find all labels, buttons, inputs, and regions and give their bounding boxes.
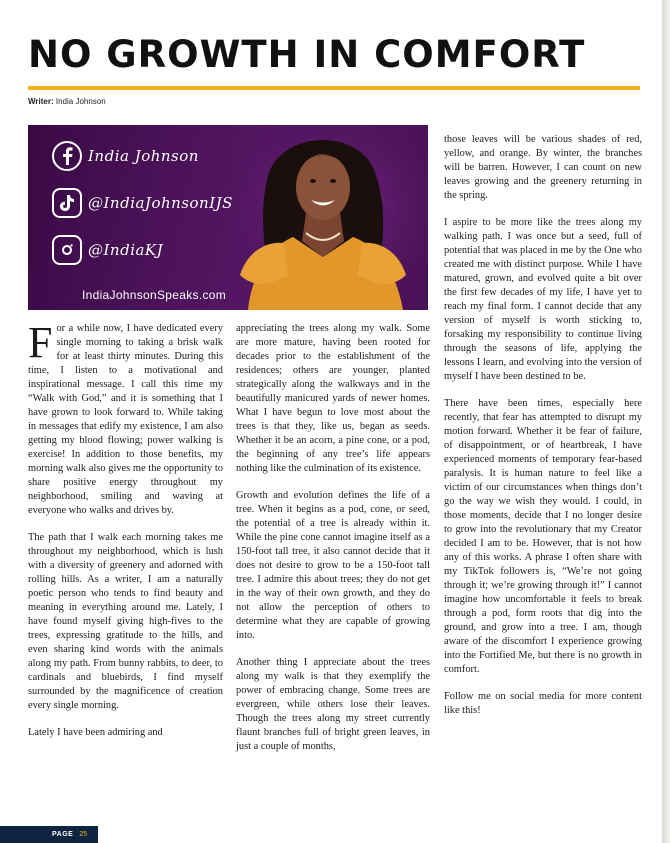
column-3 [444,133,642,731]
author-portrait [218,125,428,310]
paragraph: those leaves will be various shades of red, yellow, and orange. By winter, the branches will be barren. However, I can count on new leaves growing and the greenery returning in the spring. [444,134,642,201]
facebook-icon [52,141,82,171]
page-number: 25 [79,831,88,838]
instagram-handle-row [52,235,163,265]
paragraph: Another thing I appreciate about the trees along my walk is that they exemplify the power of embracing change. Some trees are evergreen, while others lose their leaves. Though the trees along my street currently flaunt branches full of bright green leaves, in just a couple of months, [236,657,430,752]
tiktok-icon [52,188,82,218]
paragraph: I aspire to be more like the trees along my walking path. I was once but a seed, full of potential that was placed in me by the One who created me with distinct purpose. While I have matured, grown, and evolved quite a bit over the first few decades of my life, I have yet to reach my final form. I cannot decide that any version of myself is worth sticking to, forsaking my responsibility to continue living through the seasons of life, applying the lessons I learn, and evolving into the version of myself I have been destined to be. [444,217,642,382]
paragraph: Growth and evolution defines the life of a tree. When it begins as a pod, cone, or seed, the potential of a tree is already within it. While the pine cone cannot imagine itself as a 150-foot tall tree, it also cannot decide that it does not desire to grow to be a 150-foot tall tree. I admire this about trees; they do not get in the way of their own growth, and they do not allow the perception of others to determine what they are capable of growing into. [236,490,430,641]
facebook-handle: India Johnson [88,147,199,165]
column-2 [236,322,430,767]
tiktok-handle-row [52,188,233,218]
tiktok-handle: @IndiaJohnsonIJS [88,194,233,212]
paragraph: The path that I walk each morning takes me throughout my neighborhood, which is lush with a diversity of greenery and adorned with rolling hills. As a writer, I am a naturally poetic person who tends to find beauty and meaning in everything around me. Lately, I have found myself giving high-fives to the trees, expressing gratitude to the hills, and even sharing kind words with the animals along my path. From bunny rabbits, to deer, to cardinals and bluebirds, I find myself surrounded by the magnificence of creation every single morning. [28,532,223,711]
website-url: IndiaJohnsonSpeaks.com [82,288,227,302]
drop-cap: F [28,318,53,367]
paragraph: appreciating the trees along my walk. Some are more mature, having been rooted for decades prior to the establishment of the residences; others are younger, planted strategically along the walkways and in the beautifully manicured yards of newer homes. What I have begun to love most about the trees is that they, like us, began as seeds. Whether it be an acorn, a pine cone, or a pod, the beginning of any tree’s life appears nothing like the culmination of its existence. [236,323,430,474]
page-edge-shadow [662,0,670,843]
instagram-icon [52,235,82,265]
facebook-handle-row [52,141,199,171]
paragraph: Lately I have been admiring and [28,727,163,738]
article-title: NO GROWTH IN COMFORT [28,33,586,76]
paragraph: Follow me on social media for more content like this! [444,691,642,716]
writer-name: India Johnson [55,97,106,106]
page-footer [0,826,98,843]
writer-byline [28,97,106,106]
portrait-illustration [218,125,428,310]
writer-label: Writer: [28,97,54,106]
instagram-handle: @IndiaKJ [88,241,164,259]
column-1 [28,318,223,753]
paragraph: There have been times, especially here recently, that fear has attempted to disrupt my motion forward. Whether it be fear of failure, of disappointment, or of heartbreak, I have experienced moments of temporary fear-based paralysis. It is human nature to feel like a victim of our circumstances when things don’t go the way we wish they would. I could, in those moments, decide that I no longer desire to grow into the revolutionary that my Creator decided I am to be. However, that is not how any of this works. A phrase I often share with my TikTok followers is, “We’re not going through it; we’re growing through it!” I cannot imagine how uncomfortable it feels to break through a pod, form roots that dig into the ground, and grow into a tree. I am, though aware of the discomfort I experience growing into the Fortified Me, but there is no growth in comfort. [444,398,642,675]
page-label: PAGE [52,831,74,838]
paragraph [28,318,223,518]
title-underline [28,86,640,90]
paragraph-text: or a while now, I have dedicated every single morning to taking a brisk walk for at least thirty minutes. During this time, I listen to a motivational and inspirational message. I call this time my “Walk with God,” and it is something that I have grown to look forward to. While taking in messages that edify my existence, I am also getting my blood flowing; power walking is exercise! In addition to those benefits, my morning walk also gives me the opportunity to share positive energy throughout my neighborhood, smiling and waving at everyone who walks and drives by. [28,323,223,516]
